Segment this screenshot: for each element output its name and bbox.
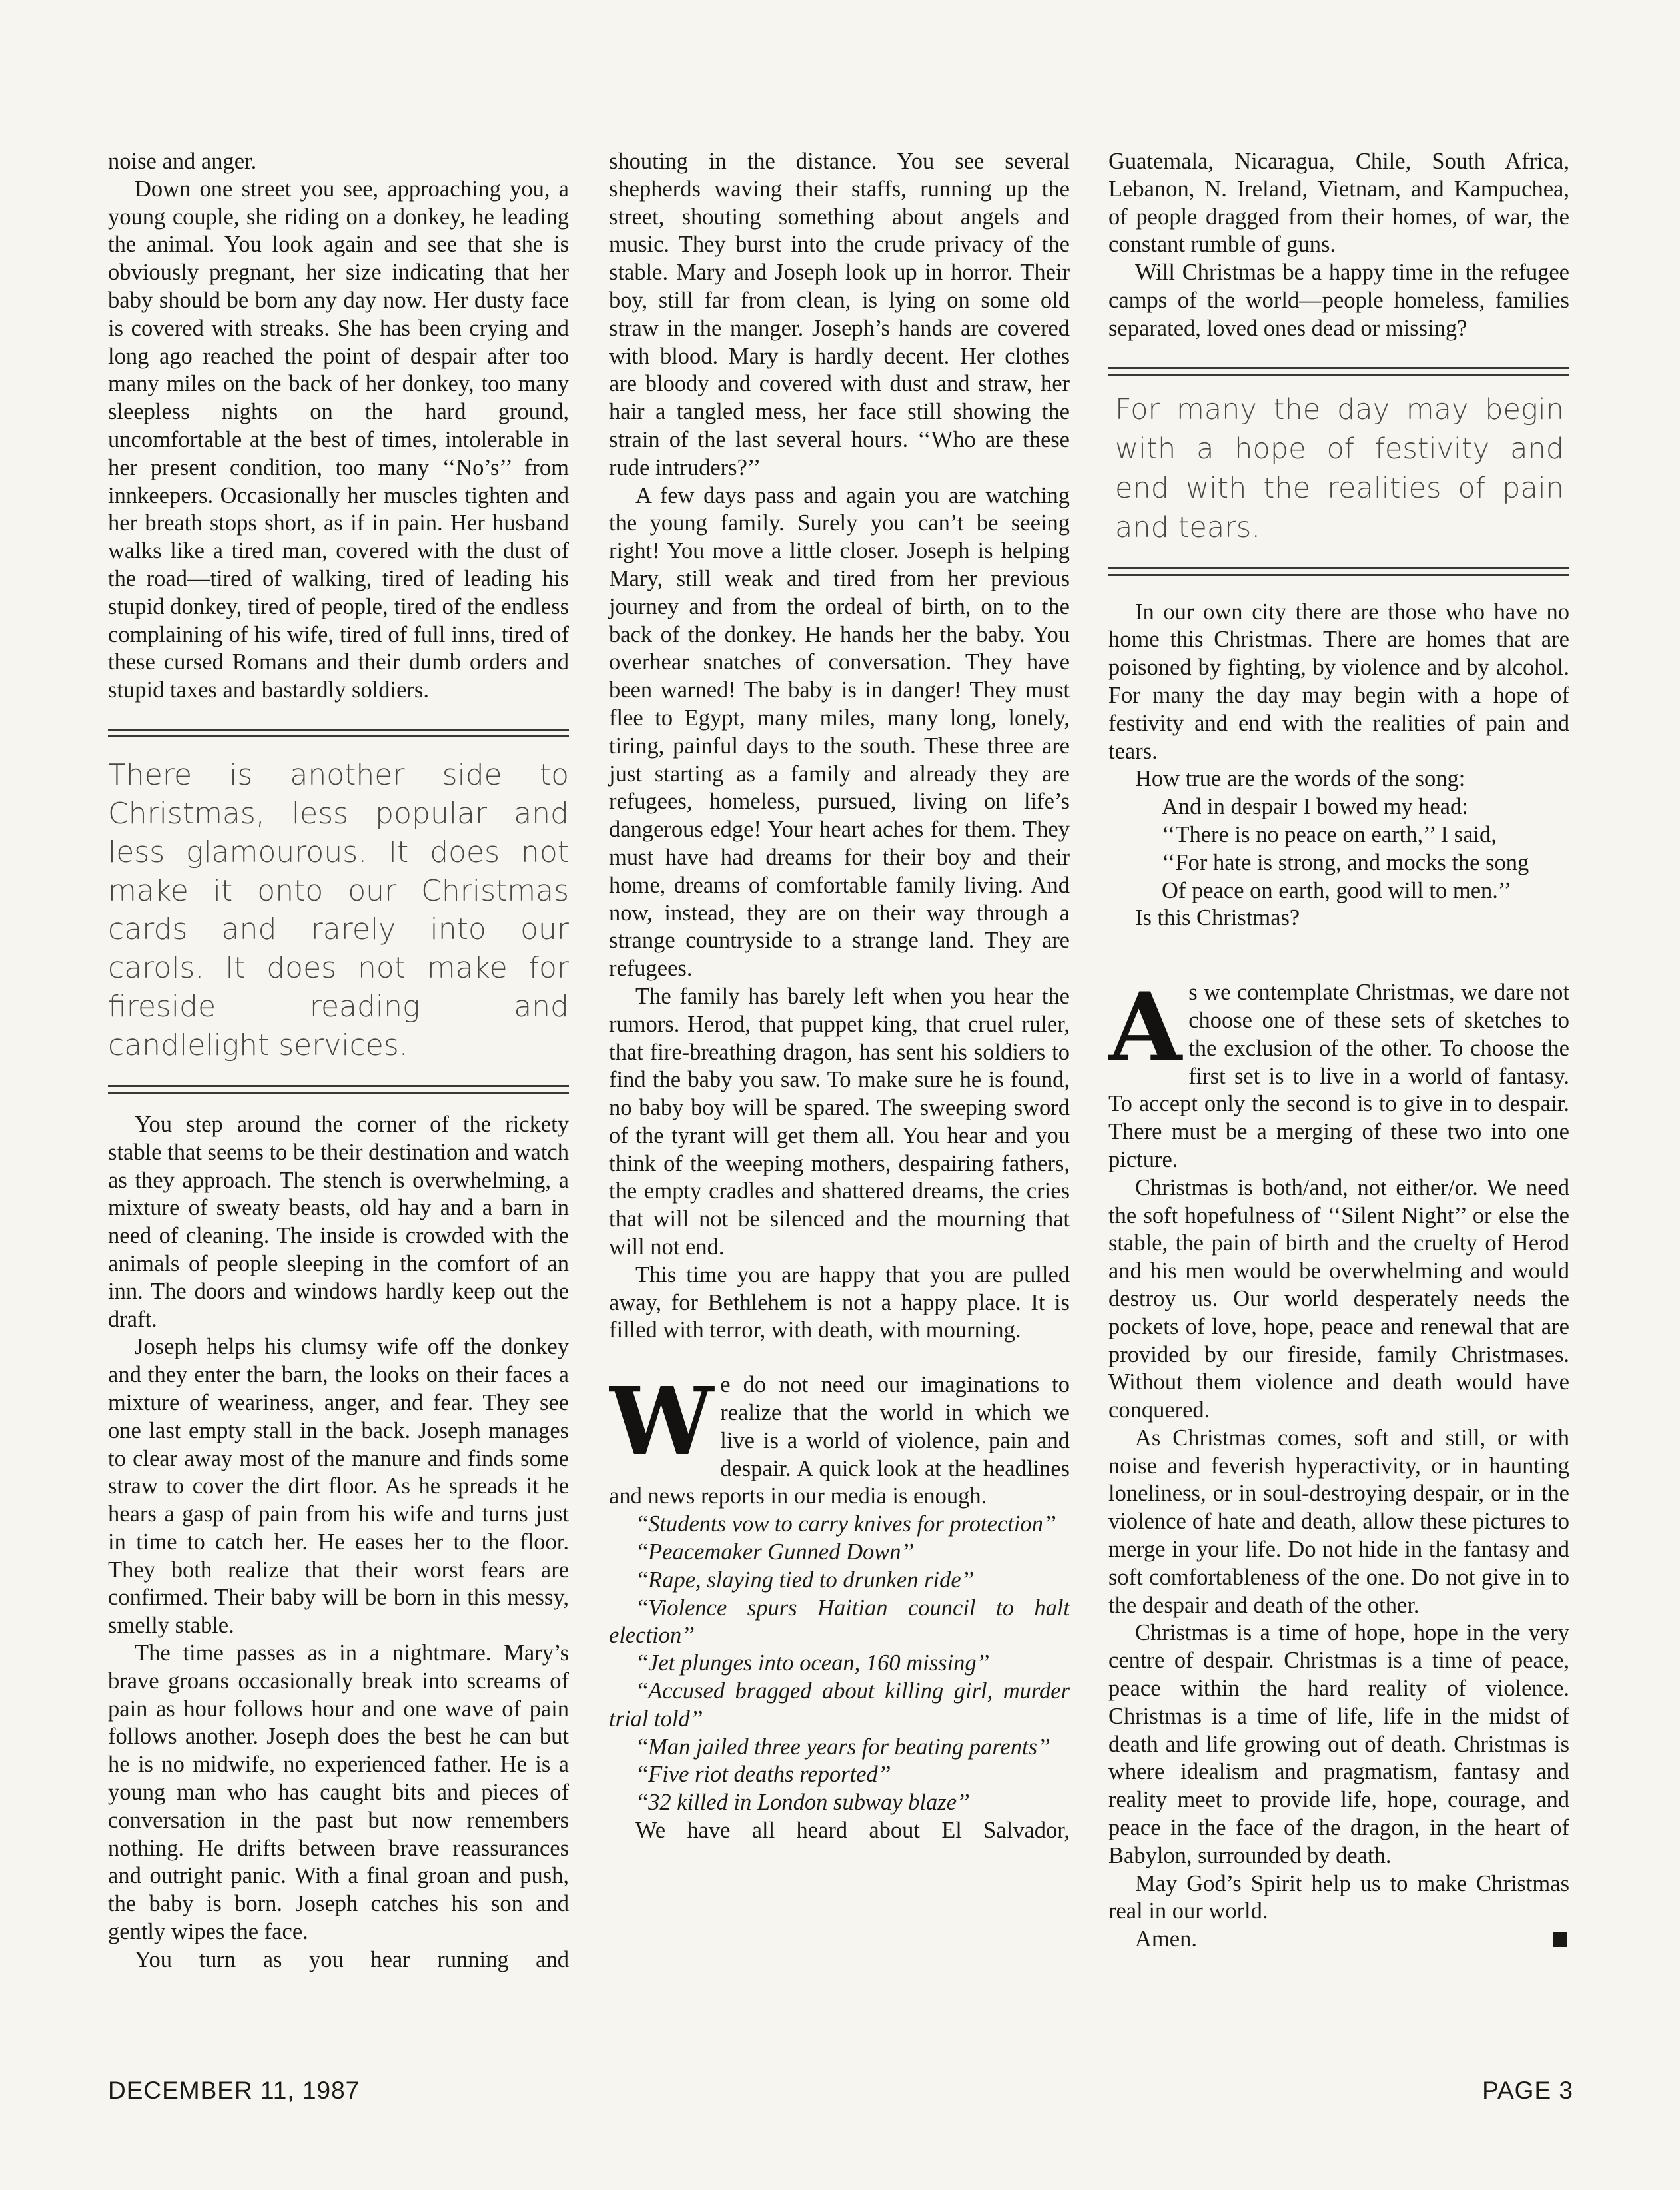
footer-date: DECEMBER 11, 1987 (108, 2077, 360, 2104)
footer-page-number: PAGE 3 (1482, 2077, 1573, 2104)
double-rule (108, 729, 569, 737)
body-paragraph: Down one street you see, approaching you, a young couple, she riding on a donkey, he leading the animal. You look again and see that she is obviously pregnant, her size indicating that her baby should be born any day now. Her dusty face is covered with streaks. She has been crying and long ago reached the point of despair after too many miles on the back of her donkey, too many sleepless nights on the hard ground, uncomfortable at the best of times, intolerable in her present condition, too many ‘‘No’s’’ from innkeepers. Occasionally her muscles tighten and her breath stops short, as if in pain. Her husband walks like a tired man, covered with the dust of the road—tired of walking, tired of leading his stupid donkey, tired of people, tired of the endless complaining of his wife, tired of full inns, tired of these cursed Romans and their dumb orders and stupid taxes and bastardly soldiers. (108, 176, 569, 703)
column-1 (108, 148, 569, 1974)
headline-quote: ‘‘Five riot deaths reported’’ (635, 1762, 891, 1788)
headline-quote: ‘‘Peacemaker Gunned Down’’ (635, 1539, 914, 1565)
body-paragraph: Joseph helps his clumsy wife off the donkey and they enter the barn, the looks on their faces a mixture of weariness, anger, and fear. They see one last empty stall in the back. Joseph manages to clear away most of the manure and finds some straw to cover the dirt floor. As he spreads it he hears a gasp of pain from his wife and turns just in time to catch her. He eases her to the floor. They both realize that their worst fears are confirmed. Their baby will be born in this messy, smelly stable. (108, 1334, 569, 1639)
column-2-opening: shouting in the distance. You see several shepherds waving their staffs, running up the street, shouting something about angels and music. They burst into the crude privacy of the stable. Mary and Joseph look up in horror. Their boy, still far from clean, is lying on some old straw in the manger. Joseph’s hands are covered with blood. Mary is hardly decent. Her clothes are bloody and covered with dust and straw, her hair a tangled mess, her face still showing the strain of the last several hours. ‘‘Who are these rude intruders?’’ (609, 149, 1070, 480)
body-paragraph: Is this Christmas? (1135, 905, 1300, 931)
closing-amen: Amen. (1135, 1926, 1197, 1952)
verse-line: Of peace on earth, good will to men.’’ (1162, 877, 1512, 903)
column-3-opening: Guatemala, Nicaragua, Chile, South Africa, Lebanon, N. Ireland, Vietnam, and Kampuchea, of people dragged from their homes, of war, the constant rumble of guns. (1108, 149, 1569, 258)
verse-line: ‘‘For hate is strong, and mocks the song (1162, 849, 1529, 875)
headline-quote: ‘‘Violence spurs Haitian council to halt election’’ (609, 1595, 1070, 1648)
body-paragraph: The family has barely left when you hear the rumors. Herod, that puppet king, that cruel ruler, that fire-breathing dragon, has sent his soldiers to find the baby you saw. To make sure he is found, no baby boy will be spared. The sweeping sword of the tyrant will get them all. You hear and you think of the weeping mothers, despairing fathers, the empty cradles and shattered dreams, the cries that will not be silenced and the mourning that will not end. (609, 983, 1070, 1260)
column-3 (1108, 148, 1569, 1954)
column-2 (609, 148, 1070, 1845)
column-1-opening: noise and anger. (108, 149, 257, 174)
body-paragraph: Christmas is both/and, not either/or. We need the soft hopefulness of ‘‘Silent Night’’ or else the stable, the pain of birth and the cruelty of Herod and his men would be overwhelming and would destroy us. Our world desperately needs the pockets of love, hope, peace and renewal that are provided by our fireside, family Christmases. Without them violence and death would have conquered. (1108, 1174, 1569, 1423)
body-paragraph: How true are the words of the song: (1135, 766, 1466, 792)
drop-cap-paragraph: e do not need our imaginations to realize that the world in which we live is a world of violence, pain and despair. A quick look at the headlines and news reports in our media is enough. (609, 1372, 1070, 1509)
verse-line: And in despair I bowed my head: (1162, 794, 1468, 820)
headline-quote: ‘‘Jet plunges into ocean, 160 missing’’ (635, 1650, 989, 1676)
drop-cap-paragraph: s we contemplate Christmas, we dare not choose one of these sets of sketches to the exclusion of the other. To choose the first set is to live in a world of fantasy. To accept only the second is to give in to despair. There must be a merging of these two into one picture. (1108, 980, 1569, 1172)
headline-quote: ‘‘32 killed in London subway blaze’’ (635, 1790, 970, 1816)
song-verse (1108, 793, 1569, 905)
body-paragraph: In our own city there are those who have no home this Christmas. There are homes that are poisoned by fighting, by violence and by alcohol. For many the day may begin with a hope of festivity and end with the realities of pain and tears. (1108, 599, 1569, 764)
headline-quote: ‘‘Man jailed three years for beating parents’’ (635, 1734, 1050, 1760)
drop-cap: A (1108, 979, 1182, 1084)
body-paragraph: Christmas is a time of hope, hope in the very centre of despair. Christmas is a time of peace, peace within the hard reality of violence. Christmas is a time of life, life in the midst of death and life growing out of death. Christmas is where idealism and pragmatism, fantasy and reality meet to provide life, hope, courage, and peace in the face of the dragon, in the heart of Babylon, surrounded by death. (1108, 1620, 1569, 1868)
verse-line: ‘‘There is no peace on earth,’’ I said, (1162, 821, 1497, 847)
body-paragraph: The time passes as in a nightmare. Mary’s brave groans occasionally break into screams of pain as hour follows hour and one wave of pain follows another. Joseph does the best he can but he is no midwife, no experienced father. He is a young man who has caught bits and pieces of conversation in the past but now remembers nothing. He drifts between brave reassurances and outright panic. With a final groan and push, the baby is born. Joseph catches his son and gently wipes the face. (108, 1641, 569, 1945)
body-paragraph: A few days pass and again you are watching the young family. Surely you can’t be seeing right! You move a little closer. Joseph is helping Mary, still weak and tired from her previous journey and from the ordeal of birth, on to the back of the donkey. He hands her the baby. You overhear snatches of conversation. They have been warned! The baby is in danger! They must flee to Egypt, many miles, many long, lonely, tiring, painful days to the south. These three are just starting as a family and already they are refugees, homeless, pursued, living on life’s dangerous edge! Your heart aches for them. They must have had dreams for their boy and their home, dreams of comfortable family living. And now, instead, they are on their way through a strange countryside to a strange land. They are refugees. (609, 482, 1070, 982)
headline-quote: ‘‘Accused bragged about killing girl, murder trial told’’ (609, 1678, 1070, 1732)
body-paragraph: You step around the corner of the rickety stable that seems to be their destination and watch as they approach. The stench is overwhelming, a mixture of sweaty beasts, old hay and a barn in need of cleaning. The inside is crowded with the animals of people sleeping in the comfort of an inn. The doors and windows hardly keep out the draft. (108, 1111, 569, 1332)
body-paragraph: You turn as you hear running and (135, 1946, 569, 1972)
drop-cap: W (609, 1371, 714, 1477)
headline-quote: ‘‘Students vow to carry knives for protection’’ (635, 1511, 1056, 1537)
body-paragraph: May God’s Spirit help us to make Christmas real in our world. (1108, 1870, 1569, 1924)
body-paragraph: Will Christmas be a happy time in the refugee camps of the world—people homeless, families separated, loved ones dead or missing? (1108, 260, 1569, 341)
drop-cap-section (609, 1371, 1070, 1511)
double-rule (108, 1085, 569, 1094)
body-paragraph: We have all heard about El Salvador, (635, 1818, 1070, 1844)
drop-cap-section (1108, 979, 1569, 1174)
double-rule (1108, 367, 1569, 376)
end-mark-icon (1553, 1932, 1567, 1947)
body-paragraph: As Christmas comes, soft and still, or with noise and feverish hyperactivity, or in haunting loneliness, or in soul-destroying despair, or in the violence of hate and death, allow these pictures to merge in your life. Do not hide in the fantasy and soft comfortableness of the one. Do not give in to the despair and death of the other. (1108, 1425, 1569, 1618)
double-rule (1108, 567, 1569, 576)
headline-quote: ‘‘Rape, slaying tied to drunken ride’’ (635, 1567, 974, 1593)
pull-quote: For many the day may begin with a hope of festivity and end with the realities of pain and tears. (1115, 392, 1564, 544)
body-paragraph: This time you are happy that you are pulled away, for Bethlehem is not a happy place. It is filled with terror, with death, with mourning. (609, 1262, 1070, 1343)
pull-quote: There is another side to Christmas, less popular and less glamourous. It does not make it onto our Christmas cards and rarely into our carols. It does not make for fireside reading and candlelight services. (108, 757, 569, 1062)
headline-list (609, 1511, 1070, 1817)
closing-row (1108, 1926, 1569, 1954)
